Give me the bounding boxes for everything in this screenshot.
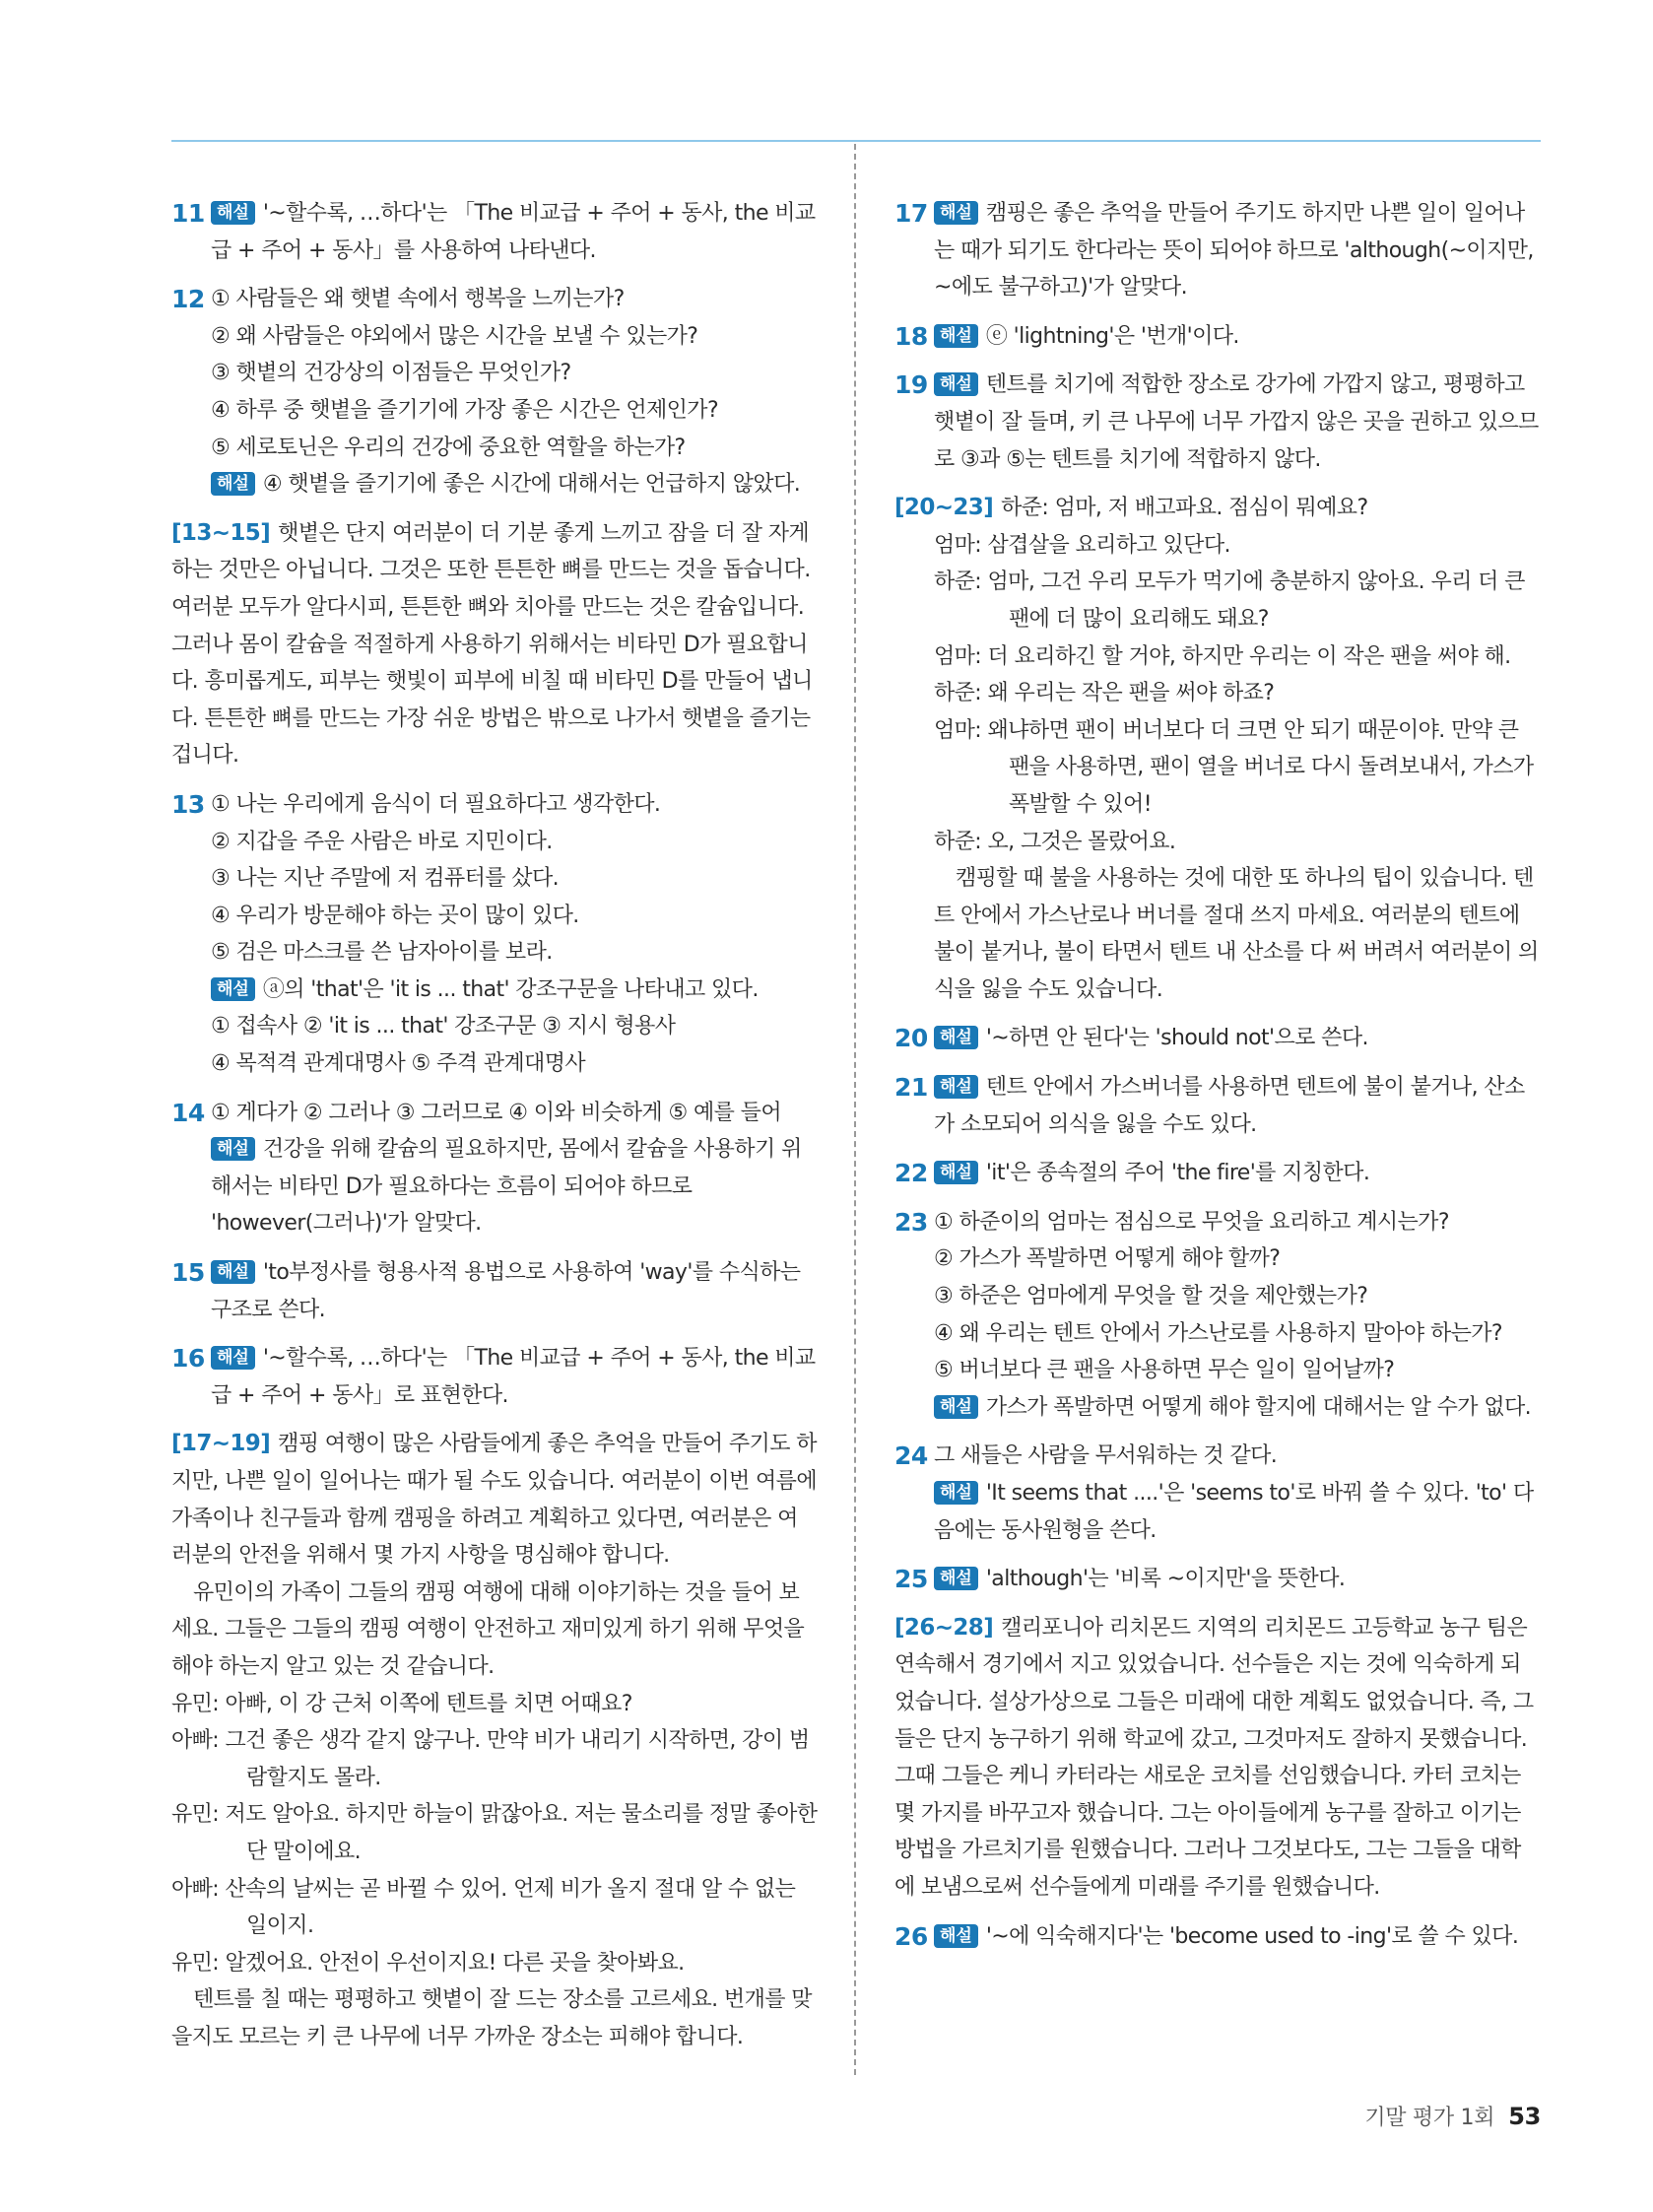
answer-14 — [171, 1095, 818, 1242]
question-number: 17 — [894, 199, 928, 228]
explanation-text: 캠핑은 좋은 추억을 만들어 주기도 하지만 나쁜 일이 일어나는 때가 되기도 한다라는 뜻이 되어야 하므로 'although(~이지만, ~에도 불구하고)'가 알맞다. — [934, 201, 1534, 301]
answer-20 — [894, 1020, 1541, 1057]
passage-text: 캠핑 여행이 많은 사람들에게 좋은 추억을 만들어 주기도 하지만, 나쁜 일이 일어나는 때가 될 수도 있습니다. 여러분이 이번 여름에 가족이나 친구들과 함께 캠핑을 하려고 계획하고 있다면, 여러분은 여러분의 안전을 위해서 몇 가지 사항을 명심해야 합니다. — [171, 1432, 817, 1569]
question-number: 24 — [894, 1441, 928, 1471]
explanation-badge: 해설 — [211, 201, 255, 225]
passage-26-28 — [894, 1610, 1541, 1907]
explanation-text: 텐트를 치기에 적합한 장소로 강가에 가깝지 않고, 평평하고 햇볕이 잘 들며, 키 큰 나무에 너무 가깝지 않은 곳을 권하고 있으므로 ③과 ⑤는 텐트를 치기에 적합하지 않다. — [934, 372, 1539, 472]
translation-line: ① 사람들은 왜 햇볕 속에서 행복을 느끼는가? — [211, 287, 625, 312]
question-number: 15 — [171, 1258, 205, 1288]
column-divider — [854, 144, 856, 2075]
answer-24 — [894, 1438, 1541, 1549]
explanation-badge: 해설 — [934, 1026, 978, 1049]
passage-range-label: [20~23] — [894, 495, 994, 521]
explanation-text: 'although'는 '비록 ~이지만'을 뜻한다. — [985, 1567, 1346, 1592]
question-number: 14 — [171, 1098, 205, 1127]
passage-17-19 — [171, 1426, 818, 2055]
header-rule — [171, 140, 1541, 142]
translation-line: ③ 햇볕의 건강상의 이점들은 무엇인가? — [211, 361, 571, 386]
explanation-badge: 해설 — [934, 1567, 978, 1590]
dialogue-line: 엄마: 더 요리하긴 할 거야, 하지만 우리는 이 작은 팬을 써야 해. — [934, 643, 1511, 669]
explanation-text: 'it'은 종속절의 주어 'the fire'를 지칭한다. — [985, 1161, 1370, 1186]
dialogue-line: 아빠: 그건 좋은 생각 같지 않구나. 만약 비가 내리기 시작하면, 강이 범람할지도 몰라. — [171, 1728, 810, 1790]
right-column — [894, 195, 1541, 1967]
passage-text: 햇볕은 단지 여러분이 더 기분 좋게 느끼고 잠을 더 잘 자게 하는 것만은 아닙니다. 그것은 또한 튼튼한 뼈를 만드는 것을 돕습니다. 여러분 모두가 알다시피, 튼튼한 뼈와 치아를 만드는 것은 칼슘입니다. 그러나 몸이 칼슘을 적절하게 사용하기 위해서는 비타민 D가 필요합니다. 흥미롭게도, 피부는 햇빛이 피부에 비칠 때 비타민 D를 만들어 냅니다. 튼튼한 뼈를 만드는 가장 쉬운 방법은 밖으로 나가서 햇볕을 즐기는 겁니다. — [171, 520, 813, 769]
question-number: 25 — [894, 1565, 928, 1594]
explanation-text: '~하면 안 된다'는 'should not'으로 쓴다. — [985, 1026, 1368, 1051]
translation-line: ③ 하준은 엄마에게 무엇을 할 것을 제안했는가? — [934, 1284, 1368, 1309]
answer-22 — [894, 1155, 1541, 1192]
explanation-text: 'It seems that ....'은 'seems to'로 바꿔 쓸 수 있다. 'to' 다음에는 동사원형을 쓴다. — [934, 1481, 1534, 1543]
answer-19 — [894, 367, 1541, 478]
translation-line: ④ 우리가 방문해야 하는 곳이 많이 있다. — [211, 903, 579, 928]
passage-text: 텐트를 칠 때는 평평하고 햇볕이 잘 드는 장소를 고르세요. 번개를 맞을지도 모르는 키 큰 나무에 너무 가까운 장소는 피해야 합니다. — [171, 1987, 812, 2049]
dialogue-line: 유민: 저도 알아요. 하지만 하늘이 맑잖아요. 저는 물소리를 정말 좋아한단 말이에요. — [171, 1802, 818, 1864]
explanation-badge: 해설 — [211, 472, 255, 496]
question-number: 16 — [171, 1344, 205, 1374]
explanation-badge: 해설 — [211, 1346, 255, 1370]
explanation-text: ④ 햇볕을 즐기기에 좋은 시간에 대해서는 언급하지 않았다. — [262, 472, 801, 498]
answer-11 — [171, 195, 818, 269]
passage-range-label: [26~28] — [894, 1614, 994, 1641]
dialogue-line: 엄마: 왜냐하면 팬이 버너보다 더 크면 안 되기 때문이야. 만약 큰 팬을 사용하면, 팬이 열을 버너로 다시 돌려보내서, 가스가 폭발할 수 있어! — [934, 717, 1534, 817]
translation-line: ③ 나는 지난 주말에 저 컴퓨터를 샀다. — [211, 866, 560, 892]
answer-21 — [894, 1069, 1541, 1143]
translation-line: ④ 왜 우리는 텐트 안에서 가스난로를 사용하지 말아야 하는가? — [934, 1320, 1502, 1346]
passage-text: 캠핑할 때 불을 사용하는 것에 대한 또 하나의 팁이 있습니다. 텐트 안에서 가스난로나 버너를 절대 쓰지 마세요. 여러분의 텐트에 불이 붙거나, 불이 타면서 텐트 내 산소를 다 써 버려서 여러분이 의식을 잃을 수도 있습니다. — [934, 866, 1539, 1002]
explanation-text: '~할수록, …하다'는 「The 비교급 + 주어 + 동사, the 비교급 + 주어 + 동사」를 사용하여 나타낸다. — [211, 201, 816, 263]
answer-17 — [894, 195, 1541, 306]
dialogue-line: 하준: 엄마, 저 배고파요. 점심이 뭐예요? — [1001, 496, 1368, 521]
explanation-badge: 해설 — [934, 201, 978, 225]
explanation-badge: 해설 — [934, 1395, 978, 1419]
answer-25 — [894, 1561, 1541, 1598]
left-column — [171, 195, 818, 2068]
question-number: 21 — [894, 1073, 928, 1103]
translation-line: ① 나는 우리에게 음식이 더 필요하다고 생각한다. — [211, 791, 661, 817]
explanation-badge: 해설 — [934, 1481, 978, 1505]
passage-range-label: [17~19] — [171, 1431, 271, 1457]
answer-15 — [171, 1254, 818, 1328]
translation-line: ① 하준이의 엄마는 점심으로 무엇을 요리하고 계시는가? — [934, 1209, 1449, 1235]
dialogue-line: 엄마: 삼겹살을 요리하고 있단다. — [934, 532, 1230, 558]
explanation-badge: 해설 — [934, 1161, 978, 1184]
translation-line: ④ 하루 중 햇볕을 즐기기에 가장 좋은 시간은 언제인가? — [211, 397, 719, 423]
question-number: 18 — [894, 321, 928, 351]
translation-line: ② 지갑을 주운 사람은 바로 지민이다. — [211, 829, 553, 854]
explanation-text: 'to부정사를 형용사적 용법으로 사용하여 'way'를 수식하는 구조로 쓴다. — [211, 1260, 801, 1322]
explanation-text: 건강을 위해 칼슘의 필요하지만, 몸에서 칼슘을 사용하기 위해서는 비타민 D가 필요하다는 흐름이 되어야 하므로 'however(그러나)'가 알맞다. — [211, 1137, 802, 1237]
answer-23 — [894, 1204, 1541, 1427]
explanation-badge: 해설 — [211, 1137, 255, 1161]
dialogue-line: 유민: 알겠어요. 안전이 우선이지요! 다른 곳을 찾아봐요. — [171, 1950, 685, 1976]
question-number: 26 — [894, 1921, 928, 1951]
explanation-text: ⓔ 'lightning'은 '번개'이다. — [985, 323, 1239, 349]
explanation-text: '~에 익숙해지다'는 'become used to -ing'로 쓸 수 있다. — [985, 1923, 1519, 1949]
page-number: 53 — [1508, 2103, 1541, 2130]
explanation-badge: 해설 — [934, 324, 978, 348]
explanation-badge: 해설 — [934, 1075, 978, 1099]
passage-13-15 — [171, 515, 818, 774]
question-number: 13 — [171, 789, 205, 819]
answer-18 — [894, 318, 1541, 356]
answer-16 — [171, 1340, 818, 1414]
translation-line: ② 가스가 폭발하면 어떻게 해야 할까? — [934, 1246, 1281, 1272]
passage-20-23 — [894, 490, 1541, 1008]
explanation-text: '~할수록, …하다'는 「The 비교급 + 주어 + 동사, the 비교급 + 주어 + 동사」로 표현한다. — [211, 1346, 816, 1408]
dialogue-line: 하준: 오, 그것은 몰랐어요. — [934, 829, 1176, 854]
question-number: 22 — [894, 1159, 928, 1188]
translation-line: ① 게다가 ② 그러나 ③ 그러므로 ④ 이와 비슷하게 ⑤ 예를 들어 — [211, 1100, 781, 1125]
question-number: 20 — [894, 1024, 928, 1053]
choice-line: ④ 목적격 관계대명사 ⑤ 주격 관계대명사 — [211, 1051, 585, 1077]
explanation-badge: 해설 — [934, 372, 978, 396]
explanation-text: 가스가 폭발하면 어떻게 해야 할지에 대해서는 알 수가 없다. — [985, 1394, 1532, 1420]
question-number: 12 — [171, 285, 205, 314]
answer-12 — [171, 281, 818, 503]
answer-26 — [894, 1918, 1541, 1956]
dialogue-line: 하준: 엄마, 그건 우리 모두가 먹기에 충분하지 않아요. 우리 더 큰 팬에 더 많이 요리해도 돼요? — [934, 570, 1525, 632]
passage-range-label: [13~15] — [171, 519, 271, 546]
passage-text: 유민이의 가족이 그들의 캠핑 여행에 대해 이야기하는 것을 들어 보세요. 그들은 그들의 캠핑 여행이 안전하고 재미있게 하기 위해 무엇을 해야 하는지 알고 있는 것 같습니다. — [171, 1579, 805, 1679]
dialogue-line: 하준: 왜 우리는 작은 팬을 써야 하죠? — [934, 681, 1275, 706]
translation-line: ⑤ 세로토닌은 우리의 건강에 중요한 역할을 하는가? — [211, 435, 686, 460]
question-number: 23 — [894, 1207, 928, 1237]
dialogue-line: 아빠: 산속의 날씨는 곧 바뀔 수 있어. 언제 비가 올지 절대 알 수 없는 일이지. — [171, 1876, 796, 1939]
explanation-text: ⓐ의 'that'은 'it is ... that' 강조구문을 나타내고 있다. — [262, 976, 759, 1002]
question-number: 19 — [894, 370, 928, 400]
answer-13 — [171, 786, 818, 1083]
question-number: 11 — [171, 199, 205, 228]
explanation-text: 텐트 안에서 가스버너를 사용하면 텐트에 불이 붙거나, 산소가 소모되어 의식을 잃을 수도 있다. — [934, 1075, 1525, 1137]
footer-label: 기말 평가 1회 — [1364, 2106, 1495, 2130]
translation-line: ⑤ 검은 마스크를 쓴 남자아이를 보라. — [211, 940, 553, 966]
choice-line: ① 접속사 ② 'it is ... that' 강조구문 ③ 지시 형용사 — [211, 1014, 676, 1039]
dialogue-line: 유민: 아빠, 이 강 근처 이쪽에 텐트를 치면 어때요? — [171, 1691, 632, 1716]
translation-line: ② 왜 사람들은 야외에서 많은 시간을 보낼 수 있는가? — [211, 323, 698, 349]
explanation-badge: 해설 — [211, 1260, 255, 1284]
explanation-badge: 해설 — [211, 977, 255, 1001]
translation-line: 그 새들은 사람을 무서워하는 것 같다. — [934, 1443, 1278, 1469]
explanation-badge: 해설 — [934, 1924, 978, 1948]
page-footer — [1364, 2101, 1541, 2131]
translation-line: ⑤ 버너보다 큰 팬을 사용하면 무슨 일이 일어날까? — [934, 1358, 1395, 1383]
passage-text: 캘리포니아 리치몬드 지역의 리치몬드 고등학교 농구 팀은 연속해서 경기에서 지고 있었습니다. 선수들은 지는 것에 익숙하게 되었습니다. 설상가상으로 그들은 미래에 대한 계획도 없었습니다. 즉, 그들은 단지 농구하기 위해 학교에 갔고, 그것마저도 잘하지 못했습니다. 그때 그들은 케니 카터라는 새로운 코치를 선임했습니다. 카터 코치는 몇 가지를 바꾸고자 했습니다. 그는 아이들에게 농구를 잘하고 이기는 방법을 가르치기를 원했습니다. 그러나 그것보다도, 그는 그들을 대학에 보냄으로써 선수들에게 미래를 주기를 원했습니다. — [894, 1615, 1534, 1900]
